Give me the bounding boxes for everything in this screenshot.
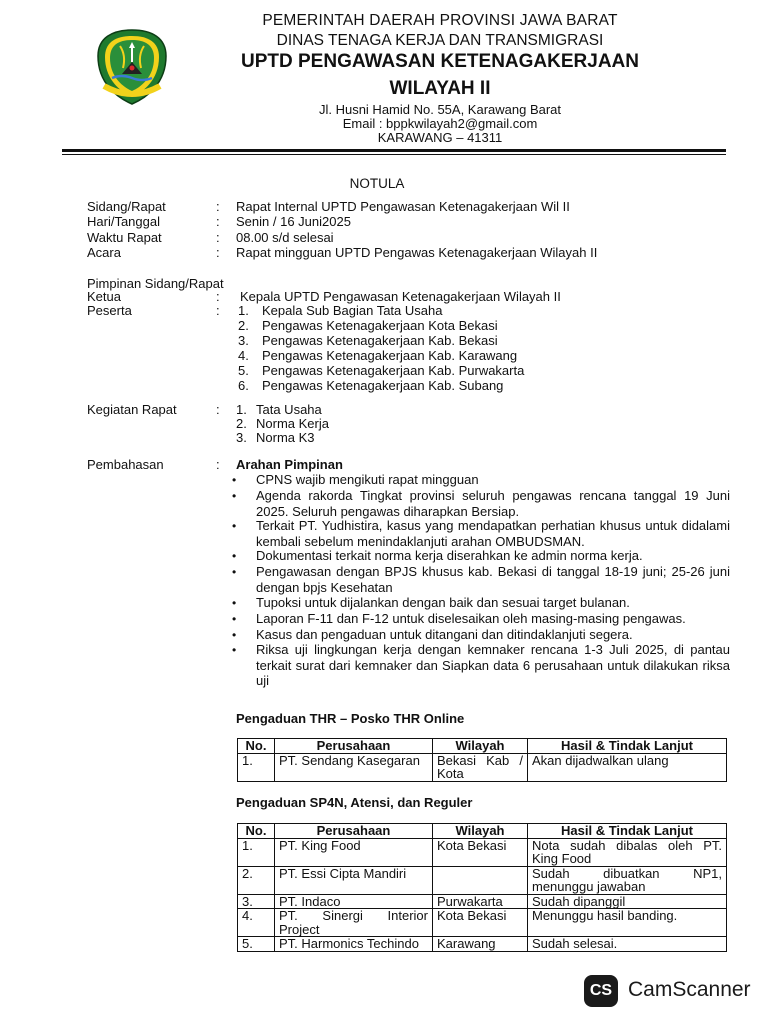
kegiatan-number: 3. — [236, 430, 247, 445]
peserta-colon: : — [216, 303, 220, 318]
cell-no: 1. — [238, 753, 275, 781]
info-colon: : — [216, 214, 220, 229]
table-row — [238, 937, 727, 952]
cell-perusahaan: PT. Essi Cipta Mandiri — [275, 866, 433, 894]
peserta-number: 1. — [238, 303, 249, 318]
peserta-number: 3. — [238, 333, 249, 348]
bullet-icon: • — [232, 565, 237, 579]
pembahasan-item: Riksa uji lingkungan kerja dengan kemnaker rencana 1-3 Juli 2025, di pantau terkait surat dari kemnaker dan Siapkan data 6 perusahaan untuk dilakukan riksa uji — [256, 642, 730, 688]
info-value: 08.00 s/d selesai — [236, 230, 334, 245]
thr-section-title: Pengaduan THR – Posko THR Online — [236, 711, 465, 726]
pembahasan-item: Terkait PT. Yudhistira, kasus yang mendapatkan perhatian khusus untuk didalami kembali sebelum menindaklanjuti arahan OMBUDSMAN. — [256, 518, 730, 549]
ketua-label: Ketua — [87, 289, 121, 304]
column-header: Wilayah — [433, 824, 528, 839]
pembahasan-heading: Arahan Pimpinan — [236, 457, 343, 472]
cell-no: 5. — [238, 937, 275, 952]
info-value: Senin / 16 Juni2025 — [236, 214, 351, 229]
info-colon: : — [216, 199, 220, 214]
info-label: Acara — [87, 245, 121, 260]
kegiatan-number: 1. — [236, 402, 247, 417]
cell-perusahaan: PT. Sinergi Interior Project — [275, 909, 433, 937]
table-header-row — [238, 739, 727, 754]
peserta-number: 4. — [238, 348, 249, 363]
header-department: DINAS TENAGA KERJA DAN TRANSMIGRASI — [276, 32, 604, 49]
cell-wilayah: Kota Bekasi — [433, 838, 528, 866]
cell-hasil: Sudah selesai. — [528, 937, 727, 952]
cell-no: 2. — [238, 866, 275, 894]
peserta-item: Pengawas Ketenagakerjaan Kab. Bekasi — [262, 333, 498, 348]
pembahasan-item: CPNS wajib mengikuti rapat mingguan — [256, 472, 479, 487]
bullet-icon: • — [232, 549, 237, 563]
column-header: No. — [238, 739, 275, 754]
bullet-icon: • — [232, 489, 237, 503]
cell-no: 4. — [238, 909, 275, 937]
ketua-colon: : — [216, 289, 220, 304]
peserta-item: Pengawas Ketenagakerjaan Kota Bekasi — [262, 318, 498, 333]
info-label: Hari/Tanggal — [87, 214, 160, 229]
kegiatan-item: Norma K3 — [256, 430, 315, 445]
header-region: WILAYAH II — [389, 78, 491, 99]
header-divider-thick — [62, 149, 726, 152]
pembahasan-item: Agenda rakorda Tingkat provinsi seluruh pengawas rencana tanggal 19 Juni 2025. Seluruh pengawas diharapkan Bersiap. — [256, 488, 730, 519]
bullet-icon: • — [232, 628, 237, 642]
info-colon: : — [216, 245, 220, 260]
column-header: Hasil & Tindak Lanjut — [528, 824, 727, 839]
info-value: Rapat mingguan UPTD Pengawas Ketenagakerjaan Wilayah II — [236, 245, 598, 260]
header-unit: UPTD PENGAWASAN KETENAGAKERJAAN — [241, 51, 639, 72]
header-divider-thin — [62, 154, 726, 155]
pembahasan-item: Dokumentasi terkait norma kerja diserahkan ke admin norma kerja. — [256, 548, 643, 563]
cell-hasil: Sudah dipanggil — [528, 894, 727, 909]
peserta-label: Peserta — [87, 303, 132, 318]
pembahasan-label: Pembahasan — [87, 457, 164, 472]
cell-wilayah: Kota Bekasi — [433, 909, 528, 937]
pembahasan-item: Tupoksi untuk dijalankan dengan baik dan sesuai target bulanan. — [256, 595, 630, 610]
bullet-icon: • — [232, 473, 237, 487]
table-header-row — [238, 824, 727, 839]
info-value: Rapat Internal UPTD Pengawasan Ketenagakerjaan Wil II — [236, 199, 570, 214]
cell-perusahaan: PT. Harmonics Techindo — [275, 937, 433, 952]
kegiatan-colon: : — [216, 402, 220, 417]
camscanner-logo-icon: CS — [584, 975, 618, 1007]
ketua-value: Kepala UPTD Pengawasan Ketenagakerjaan Wilayah II — [240, 289, 561, 304]
peserta-number: 5. — [238, 363, 249, 378]
column-header: No. — [238, 824, 275, 839]
cell-no: 3. — [238, 894, 275, 909]
peserta-item: Pengawas Ketenagakerjaan Kab. Karawang — [262, 348, 518, 363]
cell-perusahaan: PT. Sendang Kasegaran — [275, 753, 433, 781]
header-government: PEMERINTAH DAERAH PROVINSI JAWA BARAT — [262, 12, 618, 29]
pembahasan-colon: : — [216, 457, 220, 472]
kegiatan-label: Kegiatan Rapat — [87, 402, 177, 417]
camscanner-watermark: CamScanner — [628, 978, 751, 1001]
cell-hasil: Akan dijadwalkan ulang — [528, 753, 727, 781]
info-label: Waktu Rapat — [87, 230, 162, 245]
cell-hasil: Menunggu hasil banding. — [528, 909, 727, 937]
cell-wilayah: Purwakarta — [433, 894, 528, 909]
header-address: Jl. Husni Hamid No. 55A, Karawang Barat — [318, 102, 562, 117]
document-title: NOTULA — [349, 176, 405, 191]
pembahasan-item: Pengawasan dengan BPJS khusus kab. Bekasi di tanggal 18-19 juni; 25-26 juni dengan bpjs Kesehatan — [256, 564, 730, 595]
table-row — [238, 866, 727, 894]
peserta-item: Kepala Sub Bagian Tata Usaha — [262, 303, 443, 318]
bullet-icon: • — [232, 519, 237, 533]
jawa-barat-emblem-icon — [96, 28, 168, 106]
table-row — [238, 894, 727, 909]
column-header: Perusahaan — [275, 824, 433, 839]
column-header: Hasil & Tindak Lanjut — [528, 739, 727, 754]
cell-wilayah — [433, 866, 528, 894]
cell-hasil: Sudah dibuatkan NP1, menunggu jawaban — [528, 866, 727, 894]
peserta-item: Pengawas Ketenagakerjaan Kab. Purwakarta — [262, 363, 525, 378]
pembahasan-item: Laporan F-11 dan F-12 untuk diselesaikan oleh masing-masing pengawas. — [256, 611, 686, 626]
pembahasan-item: Kasus dan pengaduan untuk ditangani dan ditindaklanjuti segera. — [256, 627, 633, 642]
info-colon: : — [216, 230, 220, 245]
cell-perusahaan: PT. Indaco — [275, 894, 433, 909]
sp4n-section-title: Pengaduan SP4N, Atensi, dan Reguler — [236, 795, 473, 810]
header-email: Email : bppkwilayah2@gmail.com — [342, 116, 538, 131]
peserta-number: 2. — [238, 318, 249, 333]
header-city: KARAWANG – 41311 — [377, 130, 503, 145]
column-header: Perusahaan — [275, 739, 433, 754]
sp4n-table — [237, 823, 727, 952]
pimpinan-heading: Pimpinan Sidang/Rapat — [87, 276, 224, 291]
table-row — [238, 753, 727, 781]
bullet-icon: • — [232, 612, 237, 626]
cell-wilayah: Bekasi Kab / Kota — [433, 753, 528, 781]
kegiatan-item: Tata Usaha — [256, 402, 322, 417]
bullet-icon: • — [232, 643, 237, 657]
thr-table — [237, 738, 727, 782]
cell-perusahaan: PT. King Food — [275, 838, 433, 866]
peserta-item: Pengawas Ketenagakerjaan Kab. Subang — [262, 378, 504, 393]
bullet-icon: • — [232, 596, 237, 610]
table-row — [238, 838, 727, 866]
column-header: Wilayah — [433, 739, 528, 754]
cell-hasil: Nota sudah dibalas oleh PT. King Food — [528, 838, 727, 866]
kegiatan-number: 2. — [236, 416, 247, 431]
peserta-number: 6. — [238, 378, 249, 393]
cell-no: 1. — [238, 838, 275, 866]
table-row — [238, 909, 727, 937]
cell-wilayah: Karawang — [433, 937, 528, 952]
kegiatan-item: Norma Kerja — [256, 416, 329, 431]
info-label: Sidang/Rapat — [87, 199, 166, 214]
